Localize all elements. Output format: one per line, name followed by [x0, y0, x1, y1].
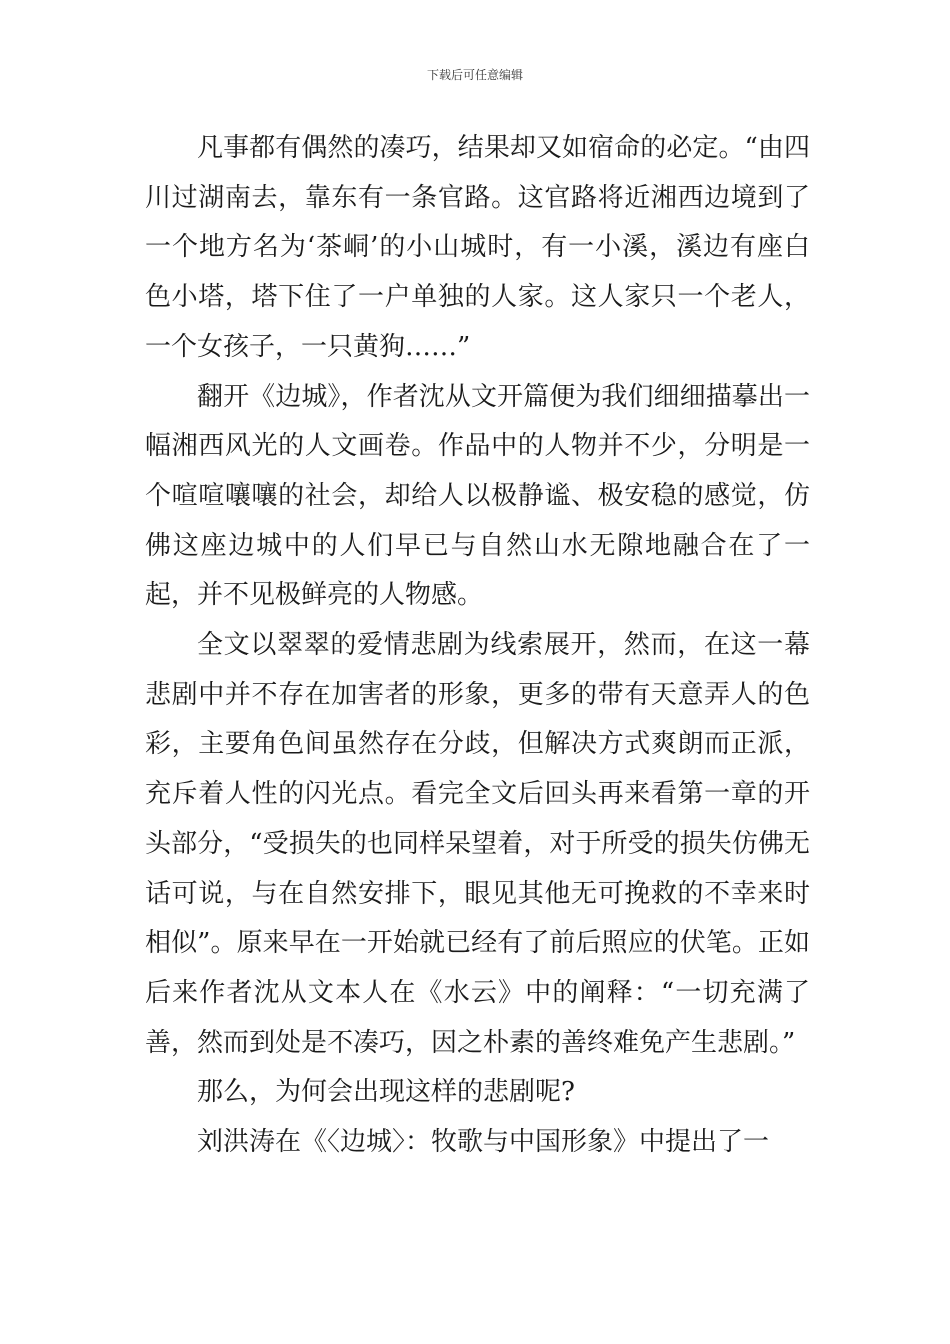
- document-body: [145, 124, 810, 1168]
- page-header: 下载后可任意编辑: [426, 68, 523, 82]
- paragraph: 翻开《边城》，作者沈从文开篇便为我们细细描摹出一幅湘西风光的人文画卷。作品中的人物并不少，分明是一个喧喧嚷嚷的社会，却给人以极静谧、极安稳的感觉，仿佛这座边城中的人们早已与自然山水无隙地融合在了一起，并不见极鲜亮的人物感。: [145, 381, 810, 611]
- paragraph: 全文以翠翠的爱情悲剧为线索展开，然而，在这一幕悲剧中并不存在加害者的形象，更多的带有天意弄人的色彩，主要角色间虽然存在分歧，但解决方式爽朗而正派，充斥着人性的闪光点。看完全文后回头再来看第一章的开头部分，“受损失的也同样呆望着，对于所受的损失仿佛无话可说，与在自然安排下，眼见其他无可挽救的不幸来时相似”。原来早在一开始就已经有了前后照应的伏笔。正如后来作者沈从文本人在《水云》中的阐释：“一切充满了善，然而到处是不凑巧，因之朴素的善终难免产生悲剧。”: [145, 630, 810, 1058]
- paragraph: 那么，为何会出现这样的悲剧呢?: [197, 1077, 575, 1108]
- paragraph: 凡事都有偶然的凑巧，结果却又如宿命的必定。“由四川过湖南去，靠东有一条官路。这官路将近湘西边境到了一个地方名为‘茶峒’的小山城时，有一小溪，溪边有座白色小塔，塔下住了一户单独的人家。这人家只一个老人，一个女孩子，一只黄狗……”: [145, 133, 810, 362]
- paragraph: 刘洪涛在《〈边城〉：牧歌与中国形象》中提出了一: [197, 1127, 770, 1158]
